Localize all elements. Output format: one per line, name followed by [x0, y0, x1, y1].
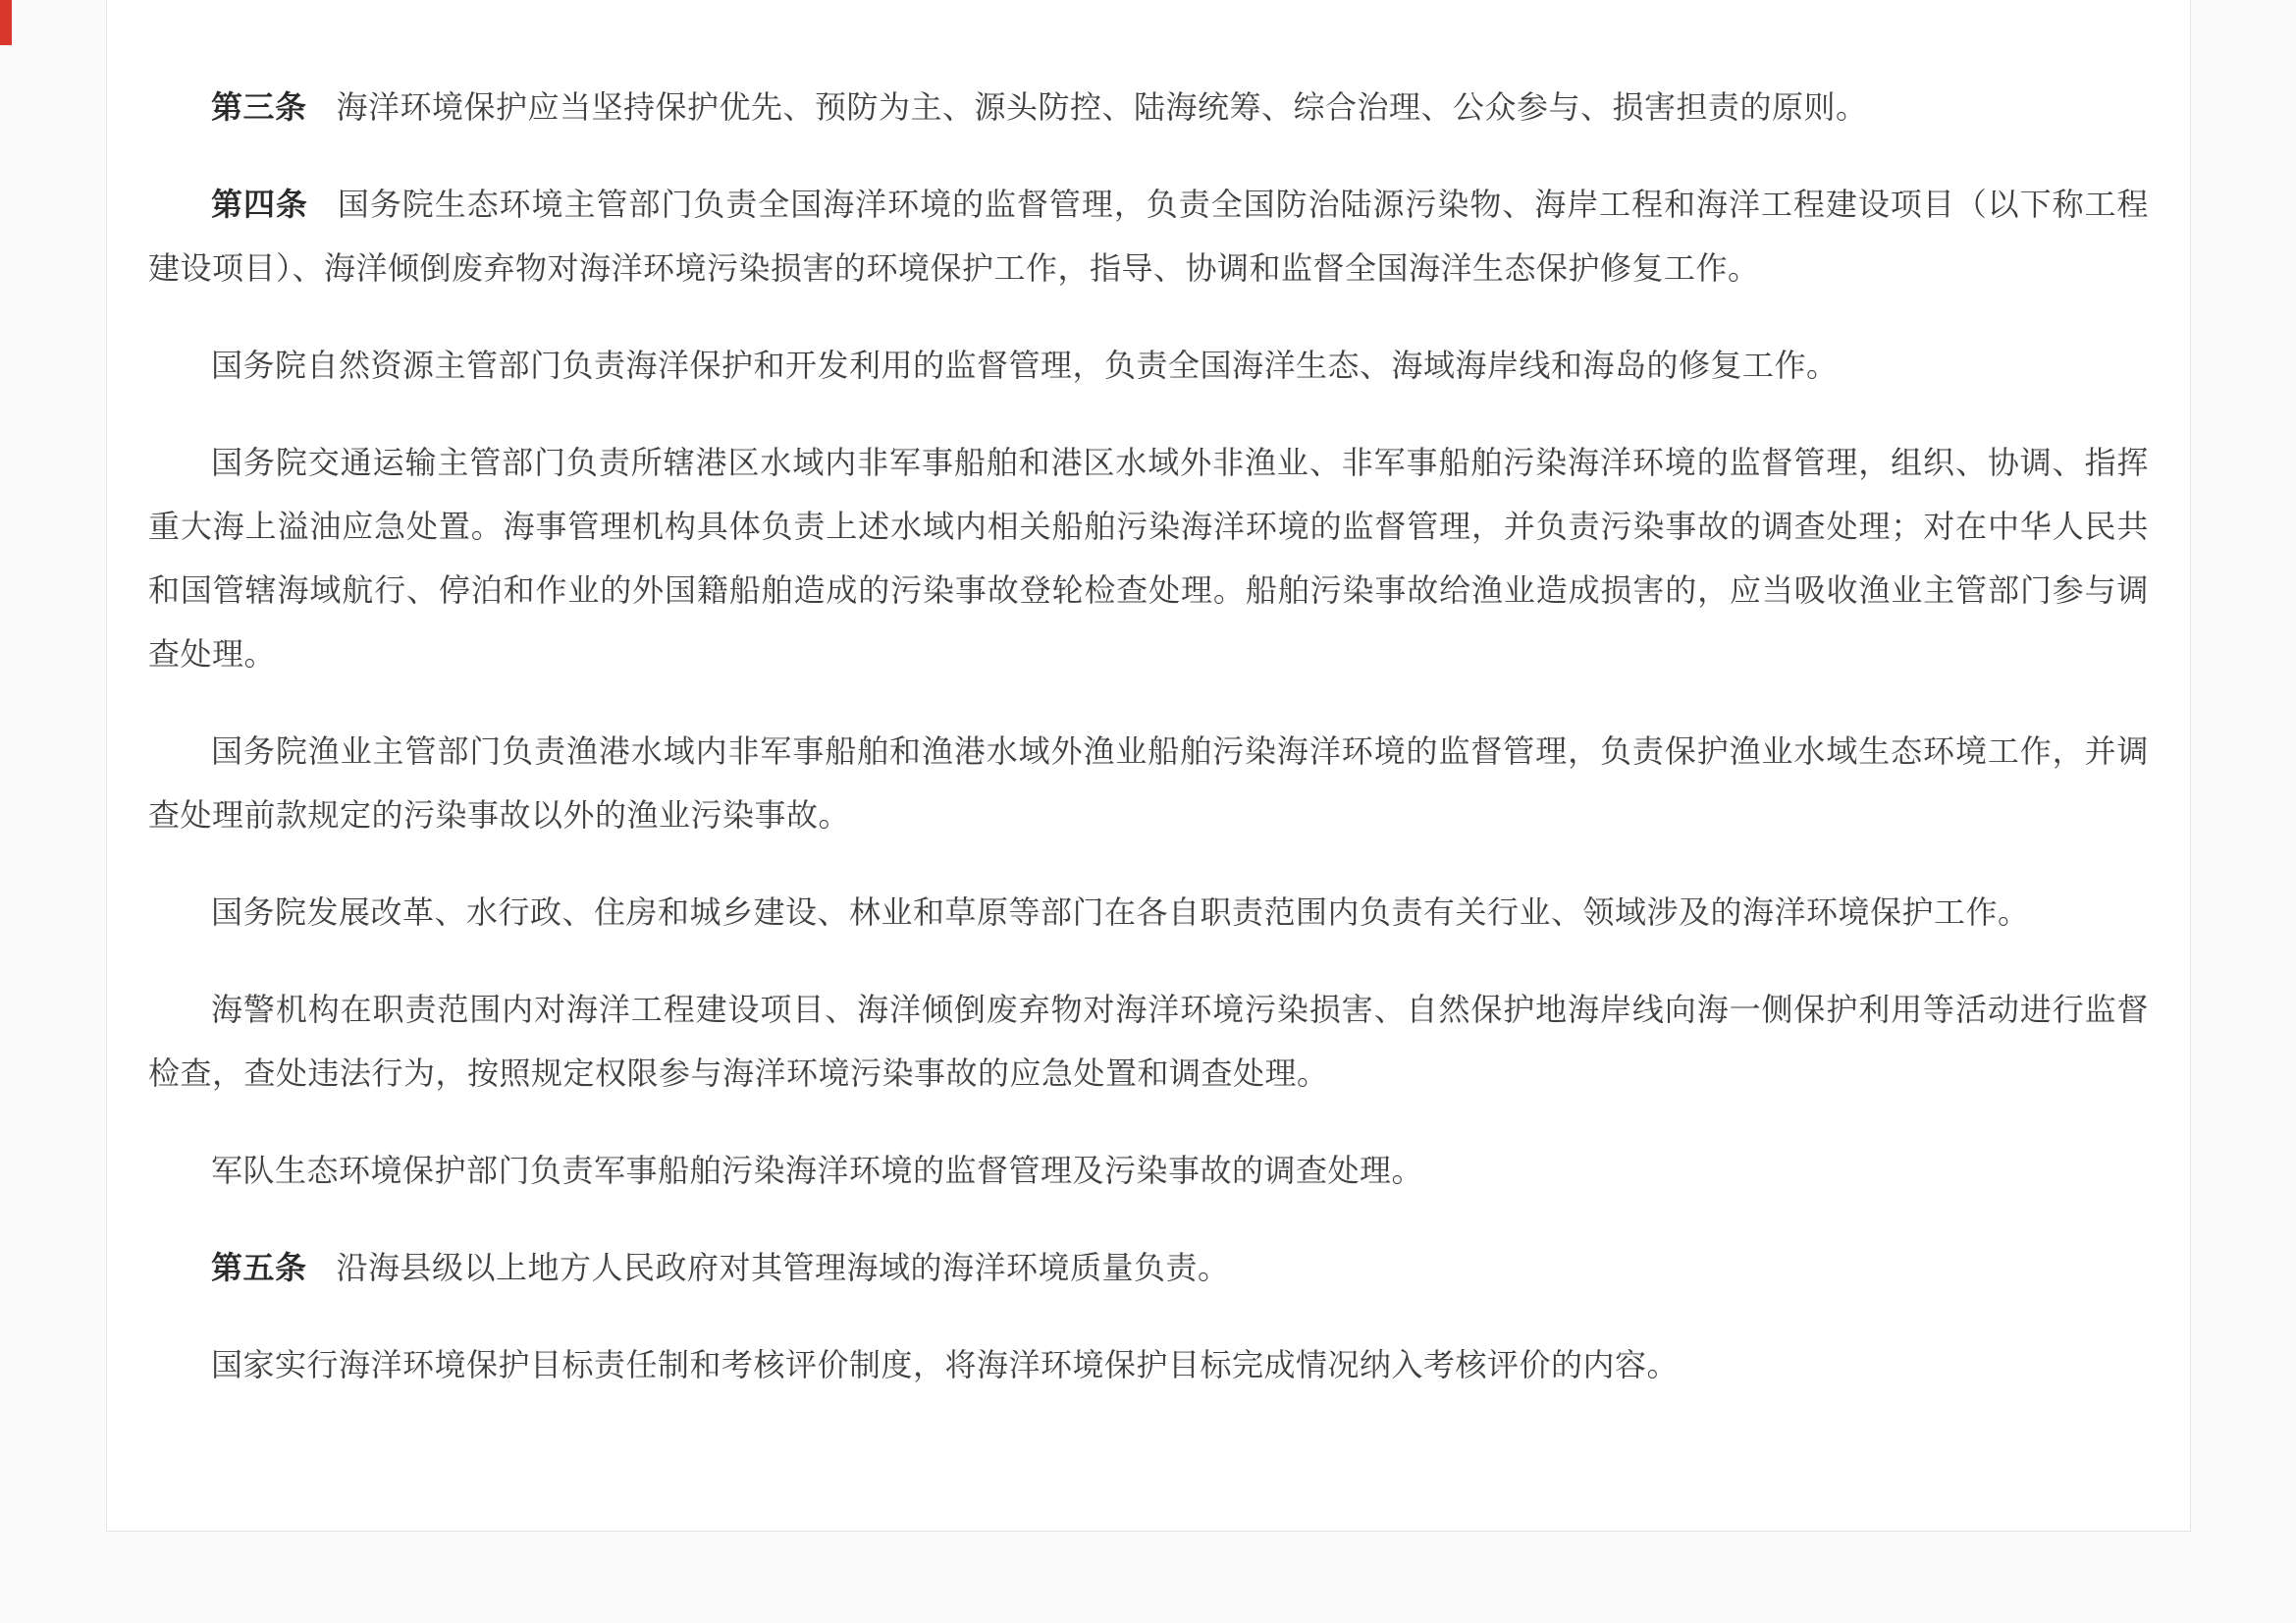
paragraph	[148, 173, 2149, 300]
paragraph-text: 海警机构在职责范围内对海洋工程建设项目、海洋倾倒废弃物对海洋环境污染损害、自然保护地海岸线向海一侧保护利用等活动进行监督检查，查处违法行为，按照规定权限参与海洋环境污染事故的应急处置和调查处理。	[148, 991, 2149, 1092]
paragraph	[148, 978, 2149, 1106]
article-number: 第四条	[211, 186, 308, 223]
paragraph	[148, 720, 2149, 847]
article-number: 第三条	[211, 88, 307, 126]
paragraph	[148, 1333, 2149, 1397]
paragraph-text: 国务院自然资源主管部门负责海洋保护和开发利用的监督管理，负责全国海洋生态、海域海岸线和海岛的修复工作。	[211, 347, 1839, 384]
paragraph-text: 国务院交通运输主管部门负责所辖港区水域内非军事船舶和港区水域外非渔业、非军事船舶污染海洋环境的监督管理，组织、协调、指挥重大海上溢油应急处置。海事管理机构具体负责上述水域内相关船舶污染海洋环境的监督管理，并负责污染事故的调查处理；对在中华人民共和国管辖海域航行、停泊和作业的外国籍船舶造成的污染事故登轮检查处理。船舶污染事故给渔业造成损害的，应当吸收渔业主管部门参与调查处理。	[148, 444, 2149, 673]
article-body	[107, 0, 2190, 1397]
paragraph-text: 军队生态环境保护部门负责军事船舶污染海洋环境的监督管理及污染事故的调查处理。	[211, 1152, 1424, 1189]
paragraph-text: 沿海县级以上地方人民政府对其管理海域的海洋环境质量负责。	[336, 1249, 1230, 1286]
paragraph	[148, 881, 2149, 945]
article-number: 第五条	[211, 1249, 307, 1286]
paragraph-text: 国务院生态环境主管部门负责全国海洋环境的监督管理，负责全国防治陆源污染物、海岸工程和海洋工程建设项目（以下称工程建设项目）、海洋倾倒废弃物对海洋环境污染损害的环境保护工作，指导、协调和监督全国海洋生态保护修复工作。	[148, 186, 2149, 287]
red-edge-mark	[0, 0, 12, 45]
paragraph-text: 国家实行海洋环境保护目标责任制和考核评价制度，将海洋环境保护目标完成情况纳入考核评价的内容。	[211, 1346, 1680, 1383]
paragraph-text: 国务院发展改革、水行政、住房和城乡建设、林业和草原等部门在各自职责范围内负责有关行业、领域涉及的海洋环境保护工作。	[211, 893, 2030, 931]
paragraph	[148, 334, 2149, 398]
paragraph-text: 国务院渔业主管部门负责渔港水域内非军事船舶和渔港水域外渔业船舶污染海洋环境的监督管理，负责保护渔业水域生态环境工作，并调查处理前款规定的污染事故以外的渔业污染事故。	[148, 732, 2149, 834]
paragraph	[148, 1139, 2149, 1203]
paragraph	[148, 431, 2149, 686]
paragraph	[148, 76, 2149, 139]
document-page	[106, 0, 2191, 1532]
paragraph	[148, 1236, 2149, 1300]
paragraph-text: 海洋环境保护应当坚持保护优先、预防为主、源头防控、陆海统筹、综合治理、公众参与、损害担责的原则。	[336, 88, 1868, 126]
